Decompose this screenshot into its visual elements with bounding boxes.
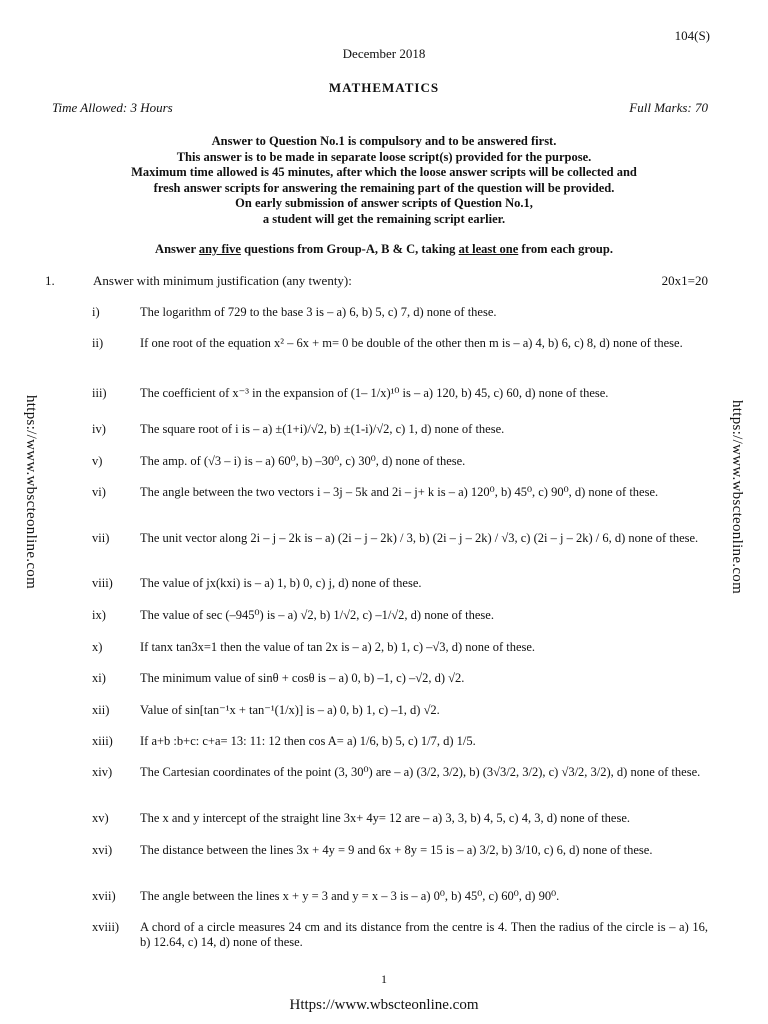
group-note-at-least-one: at least one bbox=[458, 242, 519, 256]
item-text: If a+b :b+c: c+a= 13: 11: 12 then cos A= a) 1/6, b) 5, c) 1/7, d) 1/5. bbox=[140, 734, 476, 748]
item-text: If one root of the equation x² – 6x + m= 0 be double of the other then m is – a) 4, b) 6, c) 8, d) none of these. bbox=[140, 336, 683, 350]
item-text: The angle between the two vectors i – 3j – 5k and 2i – j+ k is – a) 120⁰, b) 45⁰, c) 90⁰, d) none of these. bbox=[140, 485, 659, 499]
watermark-left: https://www.wbscteonline.com bbox=[23, 395, 39, 590]
instructions-block bbox=[0, 134, 768, 228]
item-number: xi) bbox=[92, 671, 106, 685]
instruction-line: On early submission of answer scripts of Question No.1, bbox=[235, 196, 533, 211]
item-number: viii) bbox=[92, 576, 113, 590]
item-number: xii) bbox=[92, 703, 110, 717]
item-text: The x and y intercept of the straight line 3x+ 4y= 12 are – a) 3, 3, b) 4, 5, c) 4, 3, d) none of these. bbox=[140, 811, 631, 825]
item-number: xv) bbox=[92, 811, 109, 825]
question-heading: Answer with minimum justification (any twenty): bbox=[93, 273, 352, 288]
instruction-line: Answer to Question No.1 is compulsory and to be answered first. bbox=[211, 134, 557, 148]
item-text: Value of sin[tan⁻¹x + tan⁻¹(1/x)] is – a) 0, b) 1, c) –1, d) √2. bbox=[140, 703, 440, 717]
instruction-line: fresh answer scripts for answering the remaining part of the question will be provided. bbox=[153, 180, 615, 195]
item-text: The minimum value of sinθ + cosθ is – a) 0, b) –1, c) –√2, d) √2. bbox=[140, 671, 465, 685]
item-number: vii) bbox=[92, 531, 110, 545]
item-number: v) bbox=[92, 454, 103, 468]
page-number: 1 bbox=[381, 972, 387, 986]
instruction-line: Maximum time allowed is 45 minutes, after which the loose answer scripts will be collected and bbox=[131, 165, 637, 180]
footer-url: Https://www.wbscteonline.com bbox=[289, 997, 479, 1013]
item-text: The value of sec (–945⁰) is – a) √2, b) 1/√2, c) –1/√2, d) none of these. bbox=[140, 608, 494, 622]
item-text: The value of jx(kxi) is – a) 1, b) 0, c) j, d) none of these. bbox=[140, 576, 422, 590]
item-number: vi) bbox=[92, 485, 106, 499]
item-text: The square root of i is – a) ±(1+i)/√2, b) ±(1-i)/√2, c) 1, d) none of these. bbox=[140, 422, 505, 436]
item-number: ix) bbox=[92, 608, 106, 622]
item-text: If tanx tan3x=1 then the value of tan 2x is – a) 2, b) 1, c) –√3, d) none of these. bbox=[140, 640, 536, 654]
group-note-suffix: from each group. bbox=[518, 242, 613, 256]
group-instruction bbox=[0, 242, 768, 257]
watermark-right: https://www.wbscteonline.com bbox=[729, 400, 745, 595]
item-number: xviii) bbox=[92, 920, 120, 934]
item-text: The logarithm of 729 to the base 3 is – a) 6, b) 5, c) 7, d) none of these. bbox=[140, 305, 497, 319]
item-number: iii) bbox=[92, 386, 107, 400]
group-note-prefix: Answer bbox=[155, 242, 199, 256]
item-number: i) bbox=[92, 305, 100, 319]
exam-date: December 2018 bbox=[342, 46, 426, 61]
item-text: The angle between the lines x + y = 3 and y = x – 3 is – a) 0⁰, b) 45⁰, c) 60⁰, d) 90⁰. bbox=[140, 889, 560, 903]
paper-code: 104(S) bbox=[674, 28, 710, 43]
group-note-middle: questions from Group-A, B & C, taking bbox=[240, 242, 459, 256]
item-number: xiii) bbox=[92, 734, 113, 748]
item-text: The amp. of (√3 – i) is – a) 60⁰, b) –30⁰, c) 30⁰, d) none of these. bbox=[140, 454, 466, 468]
item-text: A chord of a circle measures 24 cm and its distance from the centre is 4. Then the radius of the circle is – a) 16, b) 12.64, c) 14, d) none of these. bbox=[140, 920, 708, 949]
item-number: x) bbox=[92, 640, 103, 654]
item-number: iv) bbox=[92, 422, 106, 436]
full-marks: Full Marks: 70 bbox=[629, 100, 708, 115]
item-number: xiv) bbox=[92, 765, 113, 779]
item-text: The distance between the lines 3x + 4y = 9 and 6x + 8y = 15 is – a) 3/2, b) 3/10, c) 6, d) none of these. bbox=[140, 843, 653, 857]
item-text: The coefficient of x⁻³ in the expansion of (1– 1/x)¹⁰ is – a) 120, b) 45, c) 60, d) none of these. bbox=[140, 386, 609, 400]
time-allowed: Time Allowed: 3 Hours bbox=[52, 100, 173, 115]
item-number: xvi) bbox=[92, 843, 113, 857]
item-number: xvii) bbox=[92, 889, 116, 903]
group-note-any-five: any five bbox=[198, 242, 241, 256]
item-text: The unit vector along 2i – j – 2k is – a) (2i – j – 2k) / 3, b) (2i – j – 2k) / √3, c) (2i – j – 2k) / 6, d) none of these. bbox=[140, 531, 699, 545]
question-marks: 20x1=20 bbox=[661, 273, 708, 288]
item-number: ii) bbox=[92, 336, 104, 350]
item-text: The Cartesian coordinates of the point (3, 30⁰) are – a) (3/2, 3/2), b) (3√3/2, 3/2), c) √3/2, 3/2), d) none of these. bbox=[140, 765, 701, 779]
question-number: 1. bbox=[45, 273, 55, 288]
instruction-line: This answer is to be made in separate loose script(s) provided for the purpose. bbox=[176, 149, 592, 164]
subject-title: MATHEMATICS bbox=[328, 80, 440, 95]
instruction-line: a student will get the remaining script earlier. bbox=[262, 211, 506, 226]
